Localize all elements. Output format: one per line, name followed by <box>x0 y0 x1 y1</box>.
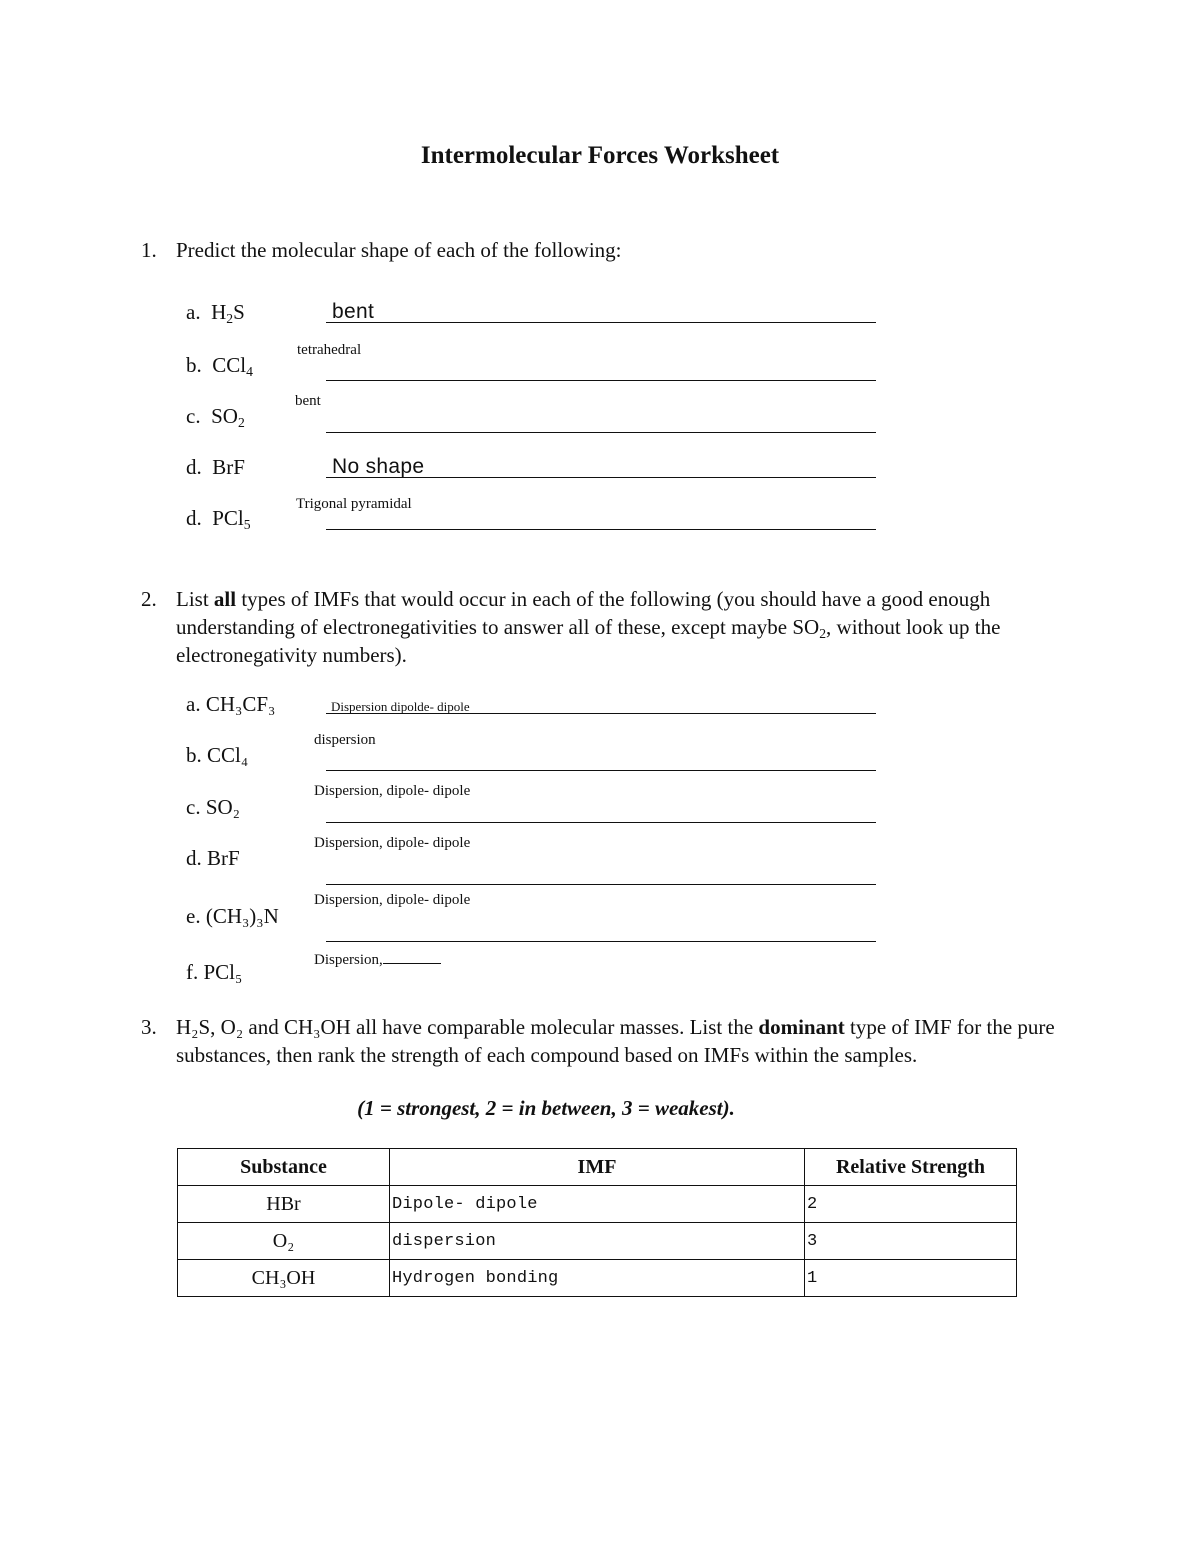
q3-prompt: H₂S, O₂ and CH₃OH all have comparable molecular masses. List the dominant type of IMF for the pure substances, then rank the strength of each compound based on IMFs within the samples. <box>176 1015 1055 1067</box>
q1-item-b: b. CCl$_4$ <box>186 353 253 379</box>
q3-number: 3. <box>141 1015 157 1039</box>
q2-answer-line-a <box>326 713 876 714</box>
q2-answer-a: Dispersion dipolde- dipole <box>331 699 470 714</box>
q1-answer-b: tetrahedral <box>297 342 362 358</box>
cell-imf: Dipole- dipole <box>390 1186 805 1223</box>
cell-strength: 3 <box>805 1223 1017 1260</box>
q2-answer-d: Dispersion, dipole- dipole <box>314 835 471 851</box>
cell-substance: CH₃OH <box>178 1260 390 1297</box>
page-title: Intermolecular Forces Worksheet <box>420 142 780 169</box>
imf-table <box>177 1148 1017 1297</box>
q1-item-letter: a. <box>186 300 201 324</box>
table-row <box>178 1186 1017 1223</box>
q1-item-a <box>186 300 245 325</box>
q2-answer-line-d <box>326 884 876 885</box>
q1-item-c: c. $SO_2$ <box>186 404 245 430</box>
q3-scale: (1 = strongest, 2 = in between, 3 = weakest). <box>357 1096 735 1120</box>
header-imf: IMF <box>390 1149 805 1186</box>
q2-prompt: List all types of IMFs that would occur in each of the following (you should have a good enough understanding of electronegativities to answer all of these, except maybe $SO_2$, without look up the electronegativity numbers). <box>176 587 1001 667</box>
cell-imf: Hydrogen bonding <box>390 1260 805 1297</box>
table-row <box>178 1223 1017 1260</box>
cell-imf: dispersion <box>390 1223 805 1260</box>
q2-answer-c: Dispersion, dipole- dipole <box>314 783 471 799</box>
q1-item-formula: CCl$_4$ <box>212 353 253 379</box>
cell-substance: O₂ <box>178 1223 390 1260</box>
q2-answer-line-b <box>326 770 876 771</box>
q1-answer-line-c <box>326 432 876 433</box>
cell-substance: HBr <box>178 1186 390 1223</box>
q2-answer-line-e <box>326 941 876 942</box>
q1-item-formula: $SO_2$ <box>211 404 245 430</box>
q1-item-d: d. BrF <box>186 455 245 479</box>
table-row <box>178 1260 1017 1297</box>
q1-number: 1. <box>141 238 157 262</box>
q2-item-b: b. CCl₄ <box>186 743 249 767</box>
q1-answer-line-a <box>326 322 876 323</box>
q2-item-d: d. BrF <box>186 846 240 870</box>
q2-answer-b: dispersion <box>314 732 376 748</box>
q1-answer-e: Trigonal pyramidal <box>296 496 412 512</box>
q2-answer-line-c <box>326 822 876 823</box>
q2-answer-f: Dispersion, <box>314 949 441 969</box>
cell-strength: 2 <box>805 1186 1017 1223</box>
q2-answer-e: Dispersion, dipole- dipole <box>314 892 471 908</box>
q1-item-formula: $H_2S$ <box>211 300 245 326</box>
q1-item-e: d. PCl$_5$ <box>186 506 251 532</box>
q1-answer-a: bent <box>332 300 375 323</box>
header-substance: Substance <box>178 1149 390 1186</box>
q1-prompt: Predict the molecular shape of each of the following: <box>176 238 622 262</box>
q2-number: 2. <box>141 587 157 611</box>
table-header-row <box>178 1149 1017 1186</box>
q1-item-formula: PCl$_5$ <box>212 506 251 532</box>
header-relative-strength: Relative Strength <box>805 1149 1017 1186</box>
q1-answer-line-e <box>326 529 876 530</box>
cell-strength: 1 <box>805 1260 1017 1297</box>
q2-item-a: a. CH₃CF₃ <box>186 692 276 716</box>
q1-answer-line-d <box>326 477 876 478</box>
q1-answer-d: No shape <box>332 455 425 478</box>
q2-item-e: e. (CH₃)₃N <box>186 904 279 928</box>
q1-answer-line-b <box>326 380 876 381</box>
q2-answer-blank <box>383 949 441 964</box>
q2-item-f: f. PCl₅ <box>186 960 243 984</box>
q1-answer-c: bent <box>295 393 321 409</box>
q2-item-c: c. SO₂ <box>186 795 240 819</box>
